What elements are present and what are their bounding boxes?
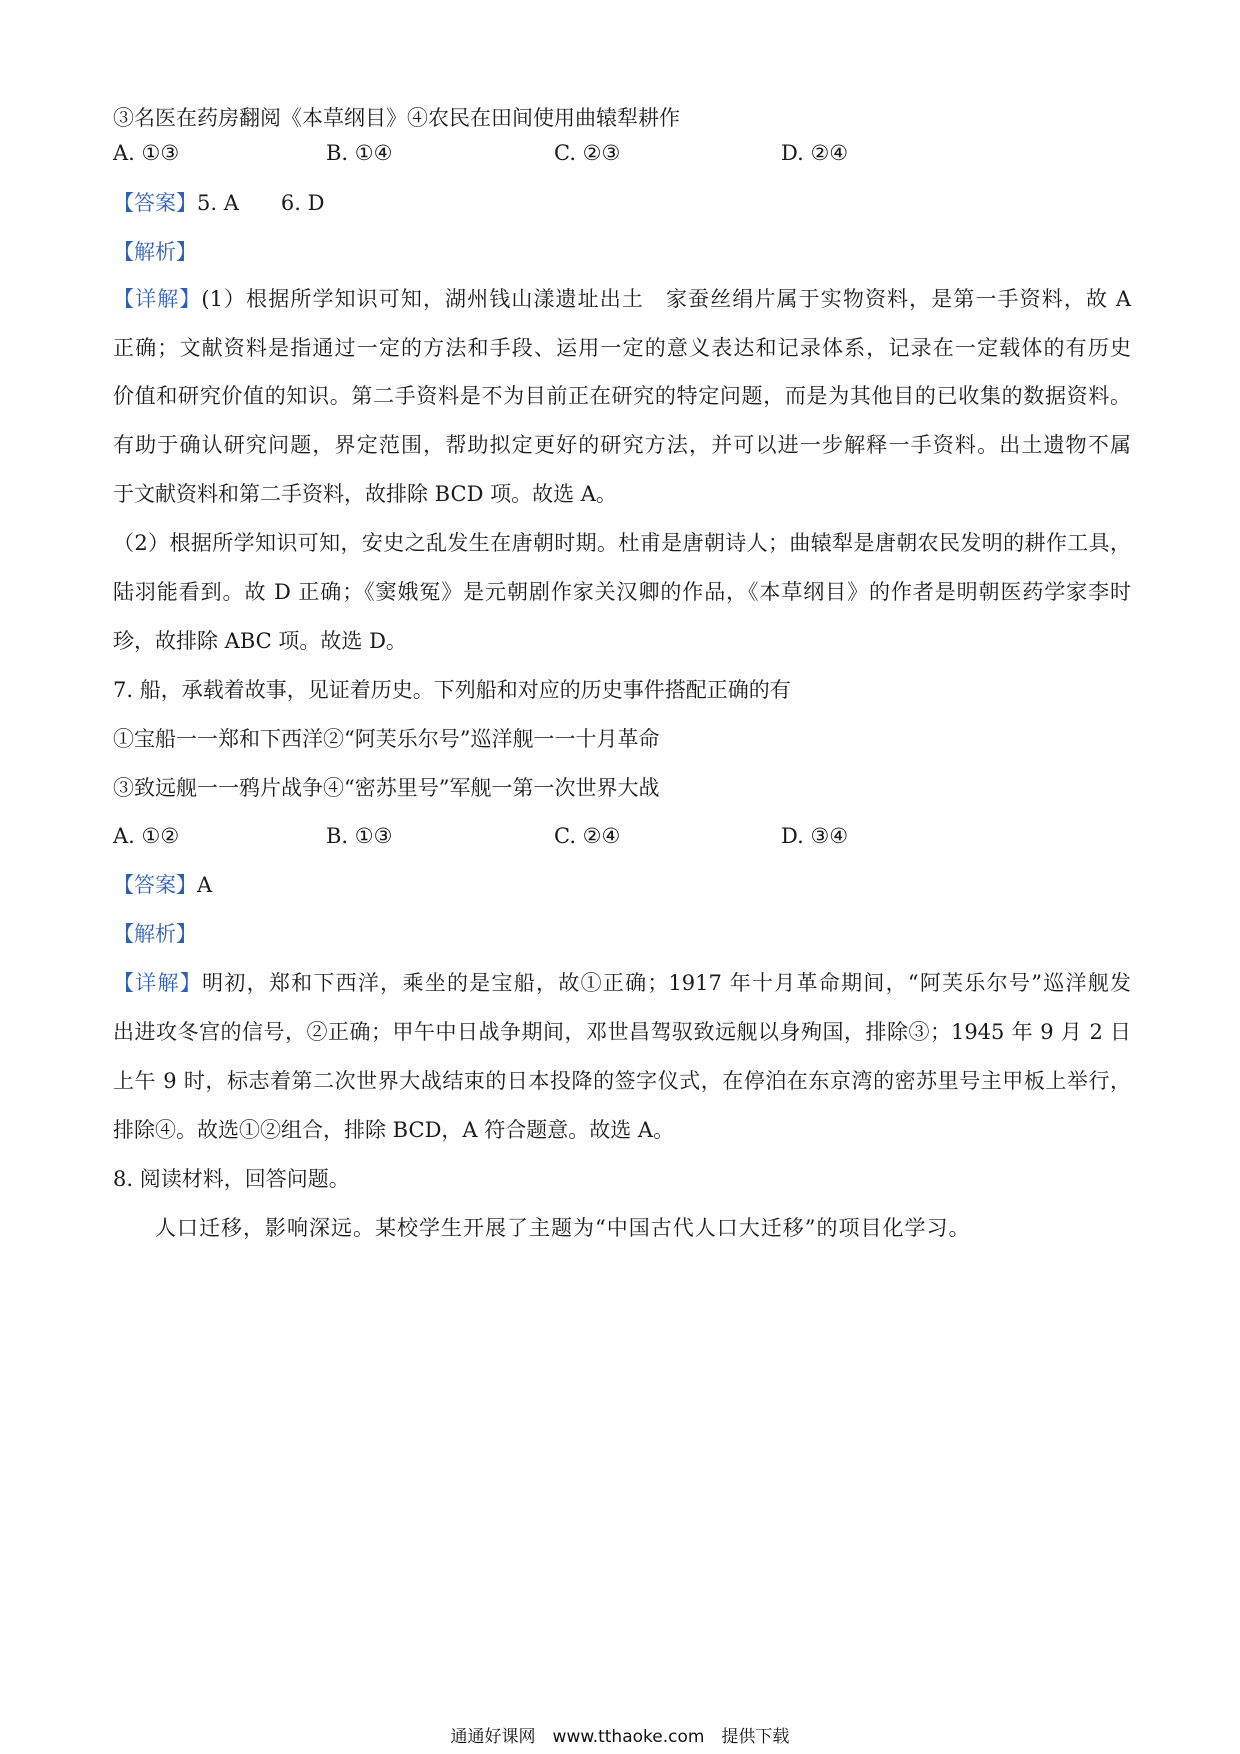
analysis-tag: 【解析】 (113, 922, 197, 946)
detail-line: 排除④。故选①②组合，排除 BCD，A 符合题意。故选 A。 (113, 1118, 675, 1142)
q6-option-d: D. ②④ (781, 141, 849, 165)
detail-line: 上午 9 时，标志着第二次世界大战结束的日本投降的签字仪式，在停泊在东京湾的密苏里号主甲板上举行， (113, 1069, 1131, 1093)
q7-option-d: D. ③④ (781, 824, 849, 848)
answer-5-6 (113, 188, 324, 218)
detail-tag: 【详解】 (113, 287, 202, 311)
answer-value: A (197, 873, 213, 897)
q6-option-c: C. ②③ (554, 141, 621, 165)
detail-line: （2）根据所学知识可知，安史之乱发生在唐朝时期。杜甫是唐朝诗人；曲辕犁是唐朝农民发明的耕作工具， (113, 531, 1131, 555)
detail-line: 正确；文献资料是指通过一定的方法和手段、运用一定的意义表达和记录体系，记录在一定载体的有历史 (113, 336, 1131, 360)
answer-tag: 【答案】 (113, 191, 197, 215)
q7-option-b: B. ①③ (326, 824, 393, 848)
q6-option-b: B. ①④ (326, 141, 393, 165)
answer-value: 5. A 6. D (197, 191, 325, 215)
detail-line: 出进攻冬宫的信号，②正确；甲午中日战争期间，邓世昌驾驭致远舰以身殉国，排除③；1945 年 9 月 2 日 (113, 1020, 1131, 1044)
page-footer: 通通好课网 www.tthaoke.com 提供下载 (450, 1727, 790, 1747)
detail-line: 珍，故排除 ABC 项。故选 D。 (113, 629, 407, 653)
detail-line: 【详解】(1）根据所学知识可知，湖州钱山漾遗址出土 家蚕丝绢片属于实物资料，是第一手资料，故 A (113, 287, 1131, 311)
q6-option-text: ③名医在药房翻阅《本草纲目》④农民在田间使用曲辕犁耕作 (113, 106, 680, 130)
detail-tag: 【详解】 (113, 971, 203, 995)
q7-option-c: C. ②④ (554, 824, 621, 848)
analysis-tag: 【解析】 (113, 240, 197, 264)
detail-line: 价值和研究价值的知识。第二手资料是不为目前正在研究的特定问题，而是为其他目的已收集的数据资料。 (113, 384, 1131, 408)
q8-material: 人口迁移，影响深远。某校学生开展了主题为“中国古代人口大迁移”的项目化学习。 (155, 1216, 971, 1240)
q7-item: ①宝船一一郑和下西洋②“阿芙乐尔号”巡洋舰一一十月革命 (113, 727, 660, 751)
detail-line: 于文献资料和第二手资料，故排除 BCD 项。故选 A。 (113, 482, 617, 506)
q7-item: ③致远舰一一鸦片战争④“密苏里号”军舰一第一次世界大战 (113, 776, 660, 800)
answer-tag: 【答案】 (113, 873, 197, 897)
detail-line: 【详解】明初，郑和下西洋，乘坐的是宝船，故①正确；1917 年十月革命期间，“阿芙乐尔号”巡洋舰发 (113, 971, 1131, 995)
q8-stem: 8. 阅读材料，回答问题。 (113, 1167, 350, 1191)
q6-option-a: A. ①③ (113, 141, 180, 165)
answer-7 (113, 870, 212, 900)
q7-option-a: A. ①② (113, 824, 180, 848)
detail-line: 陆羽能看到。故 D 正确；《窦娥冤》是元朝剧作家关汉卿的作品，《本草纲目》的作者是明朝医药学家李时 (113, 580, 1131, 604)
q7-stem: 7. 船，承载着故事，见证着历史。下列船和对应的历史事件搭配正确的有 (113, 678, 791, 702)
detail-line: 有助于确认研究问题，界定范围，帮助拟定更好的研究方法，并可以进一步解释一手资料。出土遗物不属 (113, 433, 1131, 457)
